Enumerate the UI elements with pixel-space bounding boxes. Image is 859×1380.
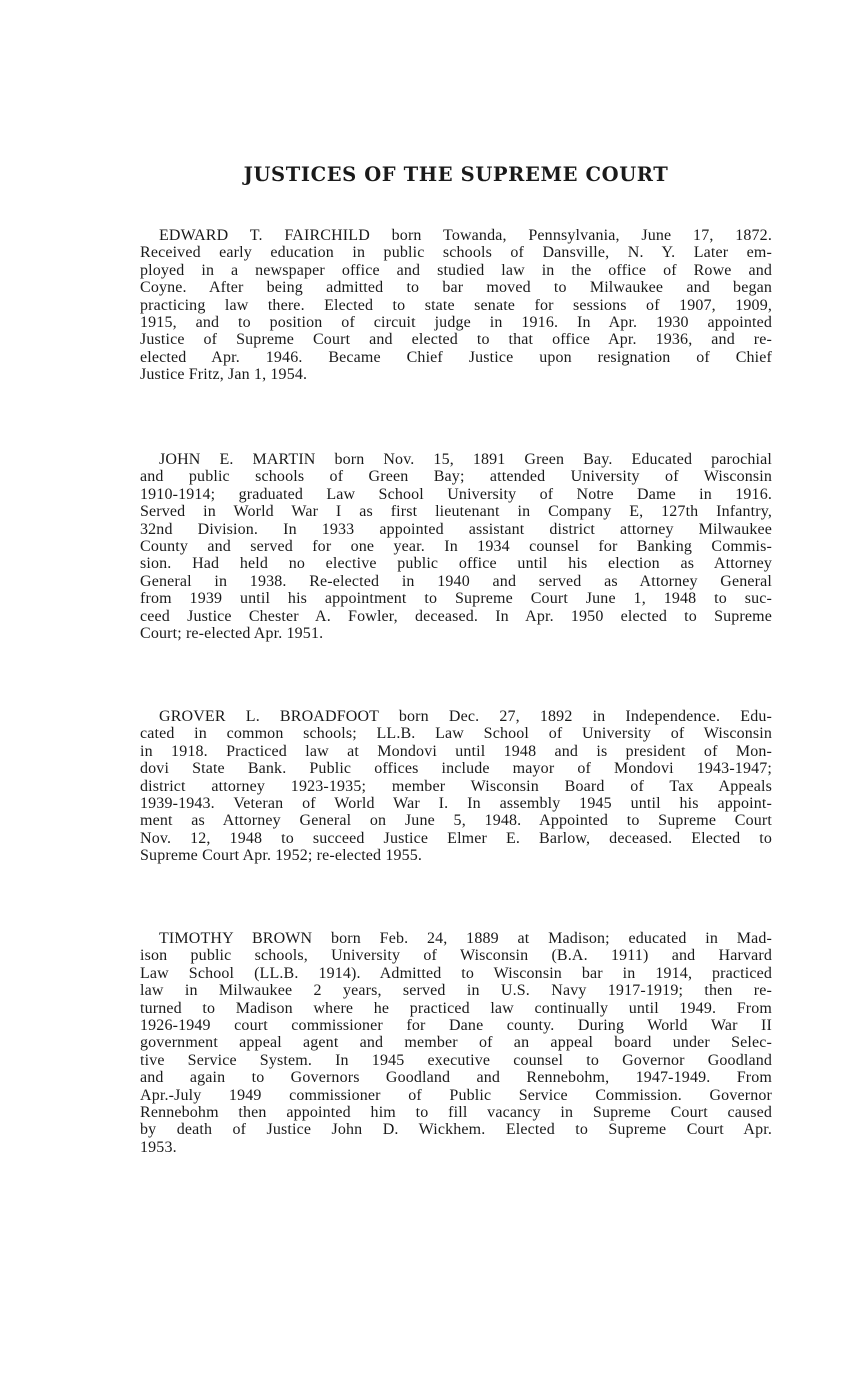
biography-text-line: ployed in a newspaper office and studied law in the office of Rowe and: [140, 261, 772, 279]
biography-text-line: County and served for one year. In 1934 counsel for Banking Commis-: [140, 538, 772, 556]
biography-text-line: Received early education in public schools of Dansville, N. Y. Later em-: [140, 244, 772, 262]
biography-text-line: 32nd Division. In 1933 appointed assistant district attorney Milwaukee: [140, 520, 772, 538]
biography-text-line: government appeal agent and member of an appeal board under Selec-: [140, 1034, 772, 1052]
page-title: JUSTICES OF THE SUPREME COURT: [243, 163, 669, 186]
biography-text-line: Served in World War I as first lieutenant in Company E, 127th Infantry,: [140, 503, 772, 521]
biography-text-line: dovi State Bank. Public offices include mayor of Mondovi 1943-1947;: [140, 760, 772, 778]
biography-text-line: Justice of Supreme Court and elected to that office Apr. 1936, and re-: [140, 331, 772, 349]
biography-text-line: ment as Attorney General on June 5, 1948. Appointed to Supreme Court: [140, 812, 772, 830]
biography-text-line: and again to Governors Goodland and Rennebohm, 1947-1949. From: [140, 1069, 772, 1087]
biography-text-line: TIMOTHY BROWN born Feb. 24, 1889 at Madison; educated in Mad-: [159, 930, 772, 947]
biography-text-line: EDWARD T. FAIRCHILD born Towanda, Pennsylvania, June 17, 1872.: [159, 227, 772, 244]
biography-text-line: district attorney 1923-1935; member Wisconsin Board of Tax Appeals: [140, 777, 772, 795]
biography-text-line: 1926-1949 court commissioner for Dane county. During World War II: [140, 1017, 772, 1035]
biography-edward-t-fairchild: [140, 227, 772, 384]
biography-text-line: sion. Had held no elective public office until his election as Attorney: [140, 555, 772, 573]
biography-john-e-martin: [140, 451, 772, 642]
biography-text-line: Court; re-elected Apr. 1951.: [140, 625, 324, 643]
biography-text-line: JOHN E. MARTIN born Nov. 15, 1891 Green Bay. Educated parochial: [159, 451, 772, 468]
biography-text-line: 1910-1914; graduated Law School University of Notre Dame in 1916.: [140, 485, 772, 503]
biography-text-line: law in Milwaukee 2 years, served in U.S. Navy 1917-1919; then re-: [140, 982, 772, 1000]
biography-text-line: 1939-1943. Veteran of World War I. In assembly 1945 until his appoint-: [140, 795, 772, 813]
biography-text-line: turned to Madison where he practiced law continually until 1949. From: [140, 999, 772, 1017]
biography-text-line: tive Service System. In 1945 executive counsel to Governor Goodland: [140, 1051, 772, 1069]
biography-text-line: General in 1938. Re-elected in 1940 and served as Attorney General: [140, 572, 772, 590]
biography-text-line: Apr.-July 1949 commissioner of Public Service Commission. Governor: [140, 1086, 772, 1104]
biography-text-line: Supreme Court Apr. 1952; re-elected 1955.: [140, 847, 423, 865]
biography-text-line: in 1918. Practiced law at Mondovi until 1948 and is president of Mon-: [140, 742, 772, 760]
biography-text-line: Law School (LL.B. 1914). Admitted to Wisconsin bar in 1914, practiced: [140, 964, 772, 982]
biography-text-line: from 1939 until his appointment to Supreme Court June 1, 1948 to suc-: [140, 590, 772, 608]
biography-text-line: by death of Justice John D. Wickhem. Elected to Supreme Court Apr.: [140, 1121, 772, 1139]
biography-text-line: 1915, and to position of circuit judge in 1916. In Apr. 1930 appointed: [140, 314, 772, 332]
biography-text-line: 1953.: [140, 1138, 177, 1156]
biography-text-line: Coyne. After being admitted to bar moved to Milwaukee and began: [140, 279, 772, 297]
biography-text-line: and public schools of Green Bay; attended University of Wisconsin: [140, 468, 772, 486]
biography-text-line: GROVER L. BROADFOOT born Dec. 27, 1892 in Independence. Edu-: [159, 708, 772, 725]
biography-text-line: elected Apr. 1946. Became Chief Justice upon resignation of Chief: [140, 348, 772, 366]
biography-text-line: ceed Justice Chester A. Fowler, deceased. In Apr. 1950 elected to Supreme: [140, 607, 772, 625]
biography-text-line: Rennebohm then appointed him to fill vacancy in Supreme Court caused: [140, 1104, 772, 1122]
biography-timothy-brown: [140, 930, 772, 1156]
biography-text-line: cated in common schools; LL.B. Law School of University of Wisconsin: [140, 725, 772, 743]
biography-text-line: Nov. 12, 1948 to succeed Justice Elmer E. Barlow, deceased. Elected to: [140, 829, 772, 847]
biography-text-line: practicing law there. Elected to state senate for sessions of 1907, 1909,: [140, 296, 772, 314]
biography-text-line: ison public schools, University of Wisconsin (B.A. 1911) and Harvard: [140, 947, 772, 965]
biography-text-line: Justice Fritz, Jan 1, 1954.: [140, 366, 308, 384]
biography-grover-l-broadfoot: [140, 708, 772, 865]
